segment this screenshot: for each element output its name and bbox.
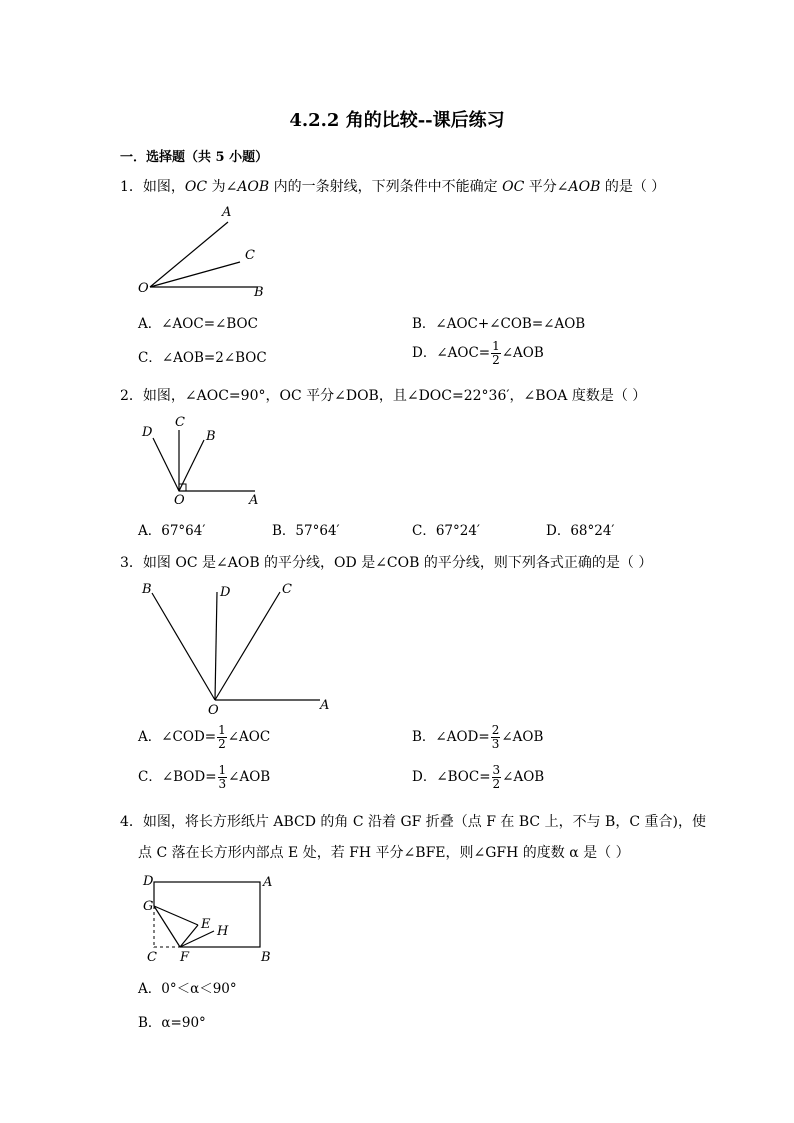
- q2-option-a[interactable]: A．67°64′: [138, 523, 206, 539]
- question-3-stem: 3．如图 OC 是∠AOB 的平分线，OD 是∠COB 的平分线，则下列各式正确的是（ ）: [120, 555, 653, 571]
- q4-label-e: E: [201, 917, 211, 932]
- q3-option-c-suffix: ∠AOB: [228, 769, 271, 785]
- question-4-stem-line-2: 点 C 落在长方形内部点 E 处，若 FH 平分∠BFE，则∠GFH 的度数 α 是（ ）: [138, 845, 630, 861]
- q1-label-a: A: [222, 205, 232, 220]
- q3-option-c-numerator: 1: [218, 763, 227, 777]
- q1-stem-a: 如图，: [142, 179, 185, 195]
- q4-label-h: H: [217, 924, 229, 939]
- q1-option-d-numerator: 1: [492, 339, 500, 353]
- q1-oc-2: OC: [502, 179, 525, 195]
- q4-label-a: A: [263, 875, 273, 890]
- q3-label-a: A: [320, 698, 330, 713]
- q4-label-d: D: [143, 874, 154, 889]
- q2-label-a: A: [249, 493, 259, 508]
- q3-option-d-numerator: 3: [492, 763, 501, 777]
- q2-option-c[interactable]: C．67°24′: [412, 523, 481, 539]
- q3-option-d-suffix: ∠AOB: [502, 769, 545, 785]
- q4-option-b[interactable]: B．α=90°: [138, 1015, 206, 1031]
- q1-option-a[interactable]: A．∠AOC=∠BOC: [138, 316, 258, 332]
- q2-option-b[interactable]: B．57°64′: [272, 523, 340, 539]
- q4-segment-ef: [180, 925, 198, 947]
- q1-option-c[interactable]: C．∠AOB=2∠BOC: [138, 350, 267, 366]
- question-2-stem: 2．如图，∠AOC=90°，OC 平分∠DOB，且∠DOC=22°36′，∠BOA 度数是（ ）: [120, 388, 647, 404]
- q1-stem-d: 平分∠: [524, 179, 569, 195]
- q4-segment-fh: [180, 931, 214, 947]
- q1-option-d-suffix: ∠AOB: [501, 345, 544, 361]
- q1-label-b: B: [254, 285, 264, 300]
- q3-option-a-numerator: 1: [218, 723, 226, 737]
- q2-label-o: O: [174, 493, 185, 508]
- q4-rectangle-abcd: [154, 882, 260, 947]
- q3-option-d-denominator: 2: [492, 777, 501, 791]
- q2-option-d[interactable]: D．68°24′: [546, 523, 615, 539]
- q1-stem-c: 内的一条射线，下列条件中不能确定: [269, 179, 503, 195]
- q3-label-d: D: [220, 585, 231, 600]
- question-4-stem-line-1: 4．如图，将长方形纸片 ABCD 的角 C 沿着 GF 折叠（点 F 在 BC 上，不与 B，C 重合)，使: [120, 814, 706, 830]
- q1-option-d-prefix: D．∠AOC=: [412, 345, 491, 361]
- q3-option-a-denominator: 2: [218, 737, 226, 751]
- q1-oc-1: OC: [184, 179, 208, 195]
- q3-option-c-denominator: 3: [218, 777, 227, 791]
- q3-option-d-prefix: D．∠BOC=: [412, 769, 491, 785]
- q3-label-b: B: [142, 582, 152, 597]
- q4-label-b: B: [261, 950, 271, 965]
- q4-option-a[interactable]: A．0°＜α＜90°: [138, 981, 237, 997]
- q3-option-b-denominator: 3: [491, 737, 500, 751]
- q1-option-d-denominator: 2: [492, 353, 500, 367]
- q4-label-f: F: [180, 950, 190, 965]
- q1-option-b[interactable]: B．∠AOC+∠COB=∠AOB: [412, 316, 586, 332]
- q3-option-b-prefix: B．∠AOD=: [412, 729, 490, 745]
- q2-label-d: D: [142, 425, 153, 440]
- q3-option-b-numerator: 2: [491, 723, 500, 737]
- q1-label-o: O: [138, 281, 149, 296]
- q3-label-c: C: [282, 582, 292, 597]
- q3-option-b-suffix: ∠AOB: [501, 729, 544, 745]
- q3-label-o: O: [208, 703, 219, 718]
- q1-label-c: C: [245, 248, 255, 263]
- q1-aob-2: AOB: [568, 179, 601, 195]
- q3-option-c-prefix: C．∠BOD=: [138, 769, 217, 785]
- q1-stem-b: 为∠: [207, 179, 238, 195]
- page-title: 4.2.2 角的比较--课后练习: [289, 110, 505, 131]
- q4-label-g: G: [143, 899, 154, 914]
- q2-label-c: C: [175, 415, 185, 430]
- q1-stem-e: 的是（ ）: [600, 179, 666, 195]
- q2-label-b: B: [206, 429, 216, 444]
- q3-option-a-prefix: A．∠COD=: [138, 729, 217, 745]
- section-heading: 一．选择题（共 5 小题）: [120, 150, 269, 165]
- q3-option-a-suffix: ∠AOC: [227, 729, 271, 745]
- q1-number: 1．: [120, 179, 143, 195]
- q1-aob-1: AOB: [237, 179, 270, 195]
- q4-label-c: C: [147, 950, 157, 965]
